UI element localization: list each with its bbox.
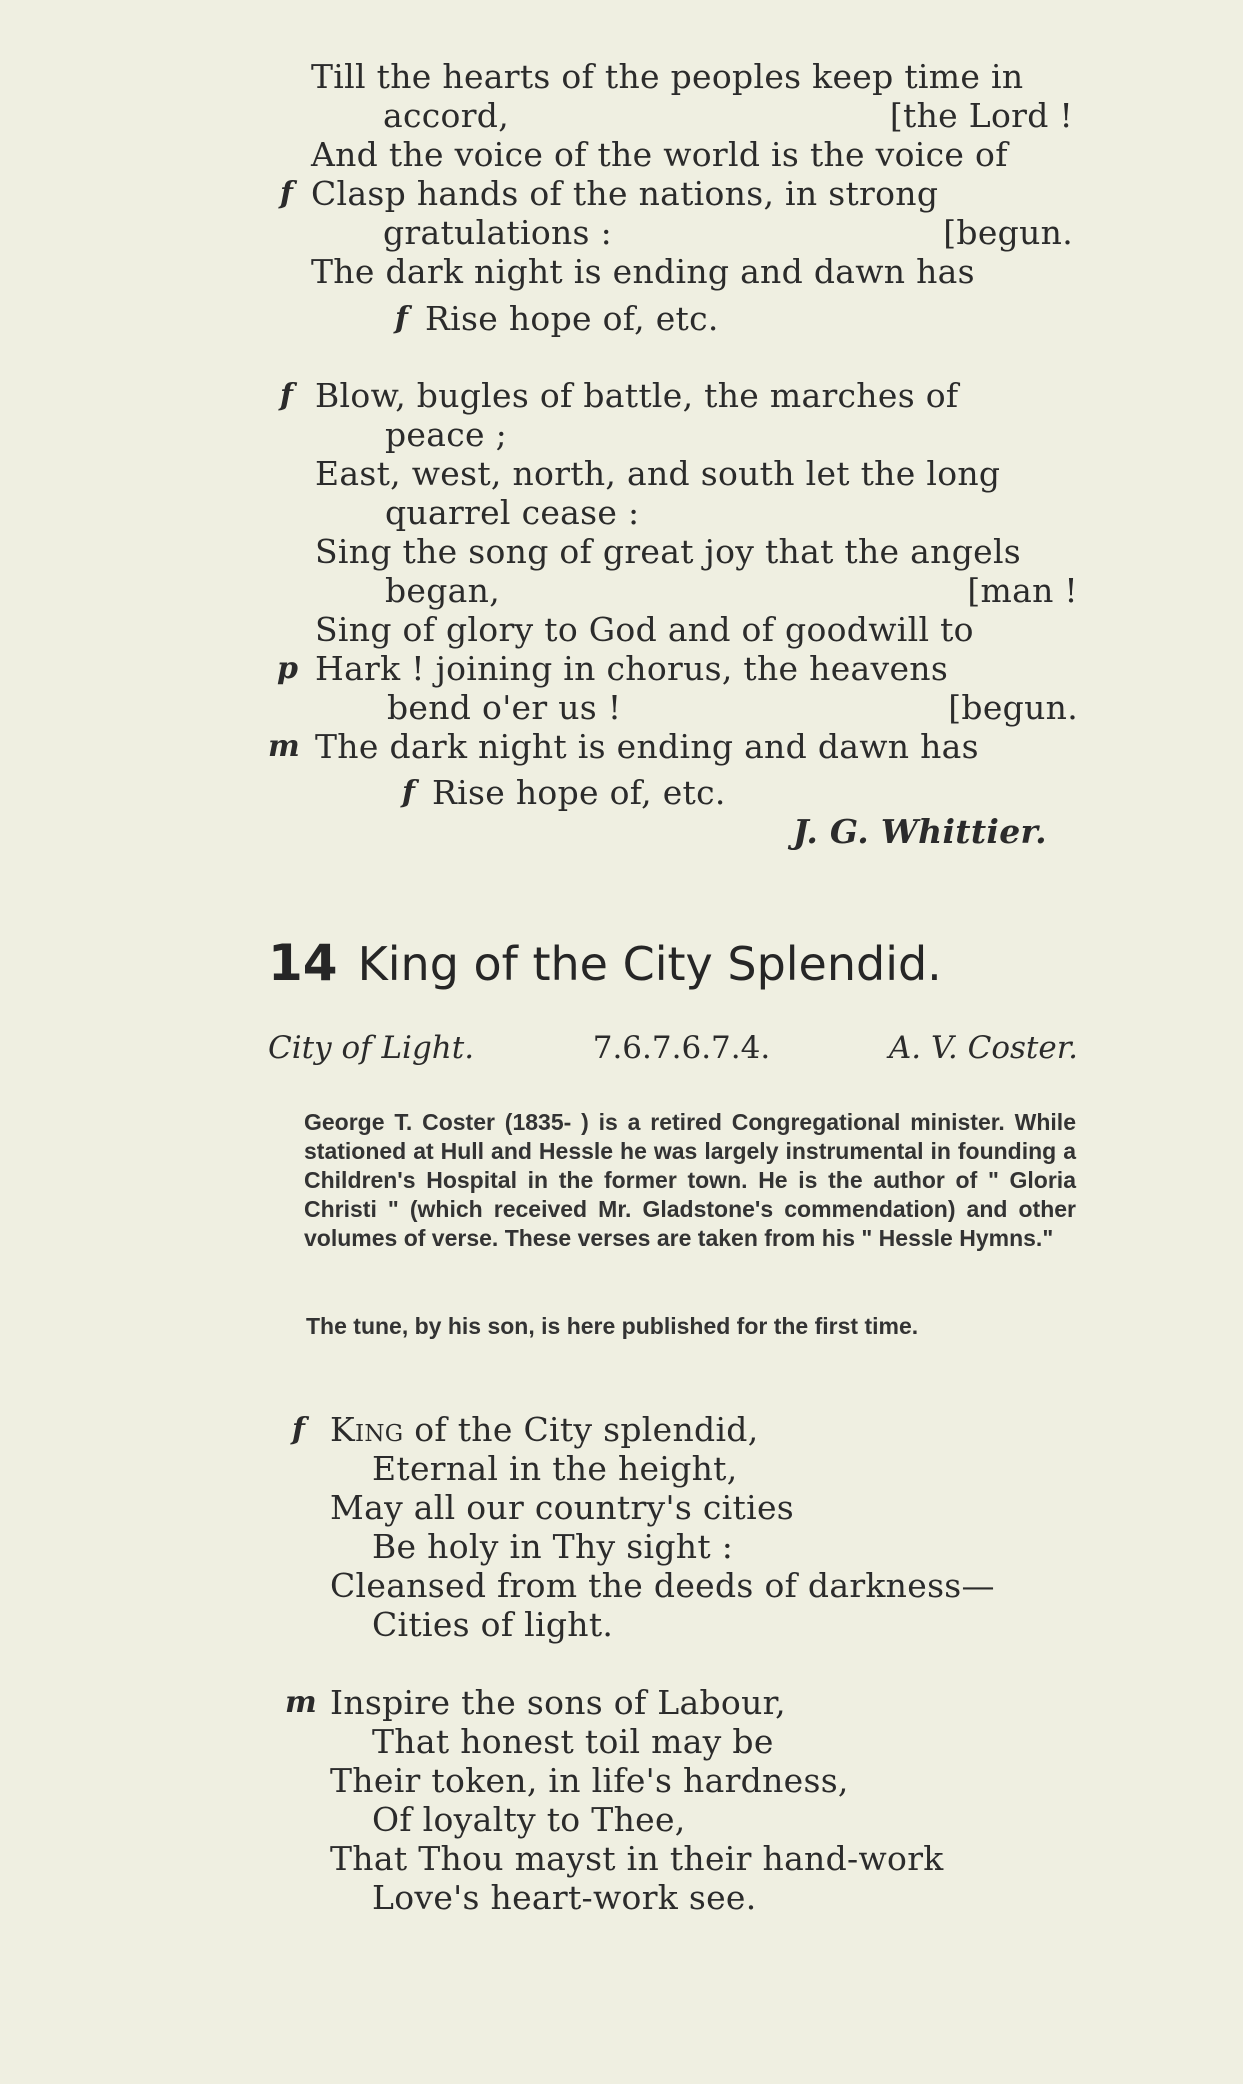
hymn-number: 14 bbox=[268, 934, 338, 992]
verse-line: gratulations : [begun. bbox=[383, 213, 1073, 252]
verse-line: accord, [the Lord ! bbox=[383, 96, 1073, 135]
verse-line: Love's heart-work see. bbox=[372, 1878, 757, 1917]
verse-line: Clasp hands of the nations, in strong bbox=[311, 174, 939, 213]
verse-line: Hark ! joining in chorus, the heavens bbox=[315, 649, 949, 688]
hymn-heading bbox=[268, 935, 942, 992]
verse-line: began, [man ! bbox=[385, 571, 1078, 610]
verse-line: Inspire the sons of Labour, bbox=[330, 1683, 786, 1722]
verse-line: Sing the song of great joy that the angels bbox=[315, 532, 1022, 571]
verse-line: Sing of glory to God and of goodwill to bbox=[315, 610, 974, 649]
dynamic-mark-m: m bbox=[285, 1685, 317, 1720]
verse-line: And the voice of the world is the voice of bbox=[311, 135, 1008, 174]
author-note: George T. Coster (1835- ) is a retired Congregational minister. While stationed at Hull and Hessle he was largely instrumental in founding a Children's Hospital in the former town. He is the author of " Gloria Christi " (which received Mr. Gladstone's commendation) and other volumes of verse. These verses are taken from his " Hessle Hymns." bbox=[304, 1109, 1076, 1251]
first-word: King bbox=[330, 1410, 404, 1449]
verse-line: Blow, bugles of battle, the marches of bbox=[315, 376, 959, 415]
author-attribution: J. G. Whittier. bbox=[793, 812, 1047, 851]
dynamic-mark-m: m bbox=[268, 729, 300, 764]
verse-line: The dark night is ending and dawn has bbox=[311, 252, 975, 291]
verse-line: Cities of light. bbox=[372, 1605, 614, 1644]
tune-note: The tune, by his son, is here published for the first time. bbox=[306, 1313, 919, 1339]
verse-line: Eternal in the height, bbox=[372, 1449, 738, 1488]
refrain-line: Rise hope of, etc. bbox=[432, 773, 726, 812]
tune-name: City of Light. bbox=[268, 1030, 475, 1066]
verse-line: peace ; bbox=[385, 415, 508, 454]
verse-line: That Thou mayst in their hand-work bbox=[330, 1839, 944, 1878]
verse-line: bend o'er us ! [begun. bbox=[387, 688, 1078, 727]
verse-line: The dark night is ending and dawn has bbox=[315, 727, 979, 766]
verse-line: Be holy in Thy sight : bbox=[372, 1527, 734, 1566]
verse-line: East, west, north, and south let the long bbox=[315, 454, 1001, 493]
verse-line: May all our country's cities bbox=[330, 1488, 795, 1527]
verse-line: Cleansed from the deeds of darkness— bbox=[330, 1566, 995, 1605]
metre: 7.6.7.6.7.4. bbox=[592, 1030, 771, 1066]
dynamic-mark-p: p bbox=[277, 651, 298, 686]
dynamic-mark-f: f bbox=[395, 301, 408, 336]
refrain-line: Rise hope of, etc. bbox=[425, 299, 719, 338]
verse-line: quarrel cease : bbox=[385, 493, 640, 532]
verse-line: Till the hearts of the peoples keep time in bbox=[311, 57, 1024, 96]
dynamic-mark-f: f bbox=[292, 1412, 305, 1447]
tune-line bbox=[268, 1028, 1078, 1068]
dynamic-mark-f: f bbox=[402, 775, 415, 810]
dynamic-mark-f: f bbox=[280, 176, 293, 211]
hymn-title: King of the City Splendid. bbox=[357, 937, 942, 991]
composer: A. V. Coster. bbox=[888, 1030, 1078, 1066]
verse-line: King of the City splendid, bbox=[330, 1410, 759, 1449]
verse-line: That honest toil may be bbox=[372, 1722, 774, 1761]
verse-line: Their token, in life's hardness, bbox=[330, 1761, 849, 1800]
dynamic-mark-f: f bbox=[280, 378, 293, 413]
verse-line: Of loyalty to Thee, bbox=[372, 1800, 686, 1839]
